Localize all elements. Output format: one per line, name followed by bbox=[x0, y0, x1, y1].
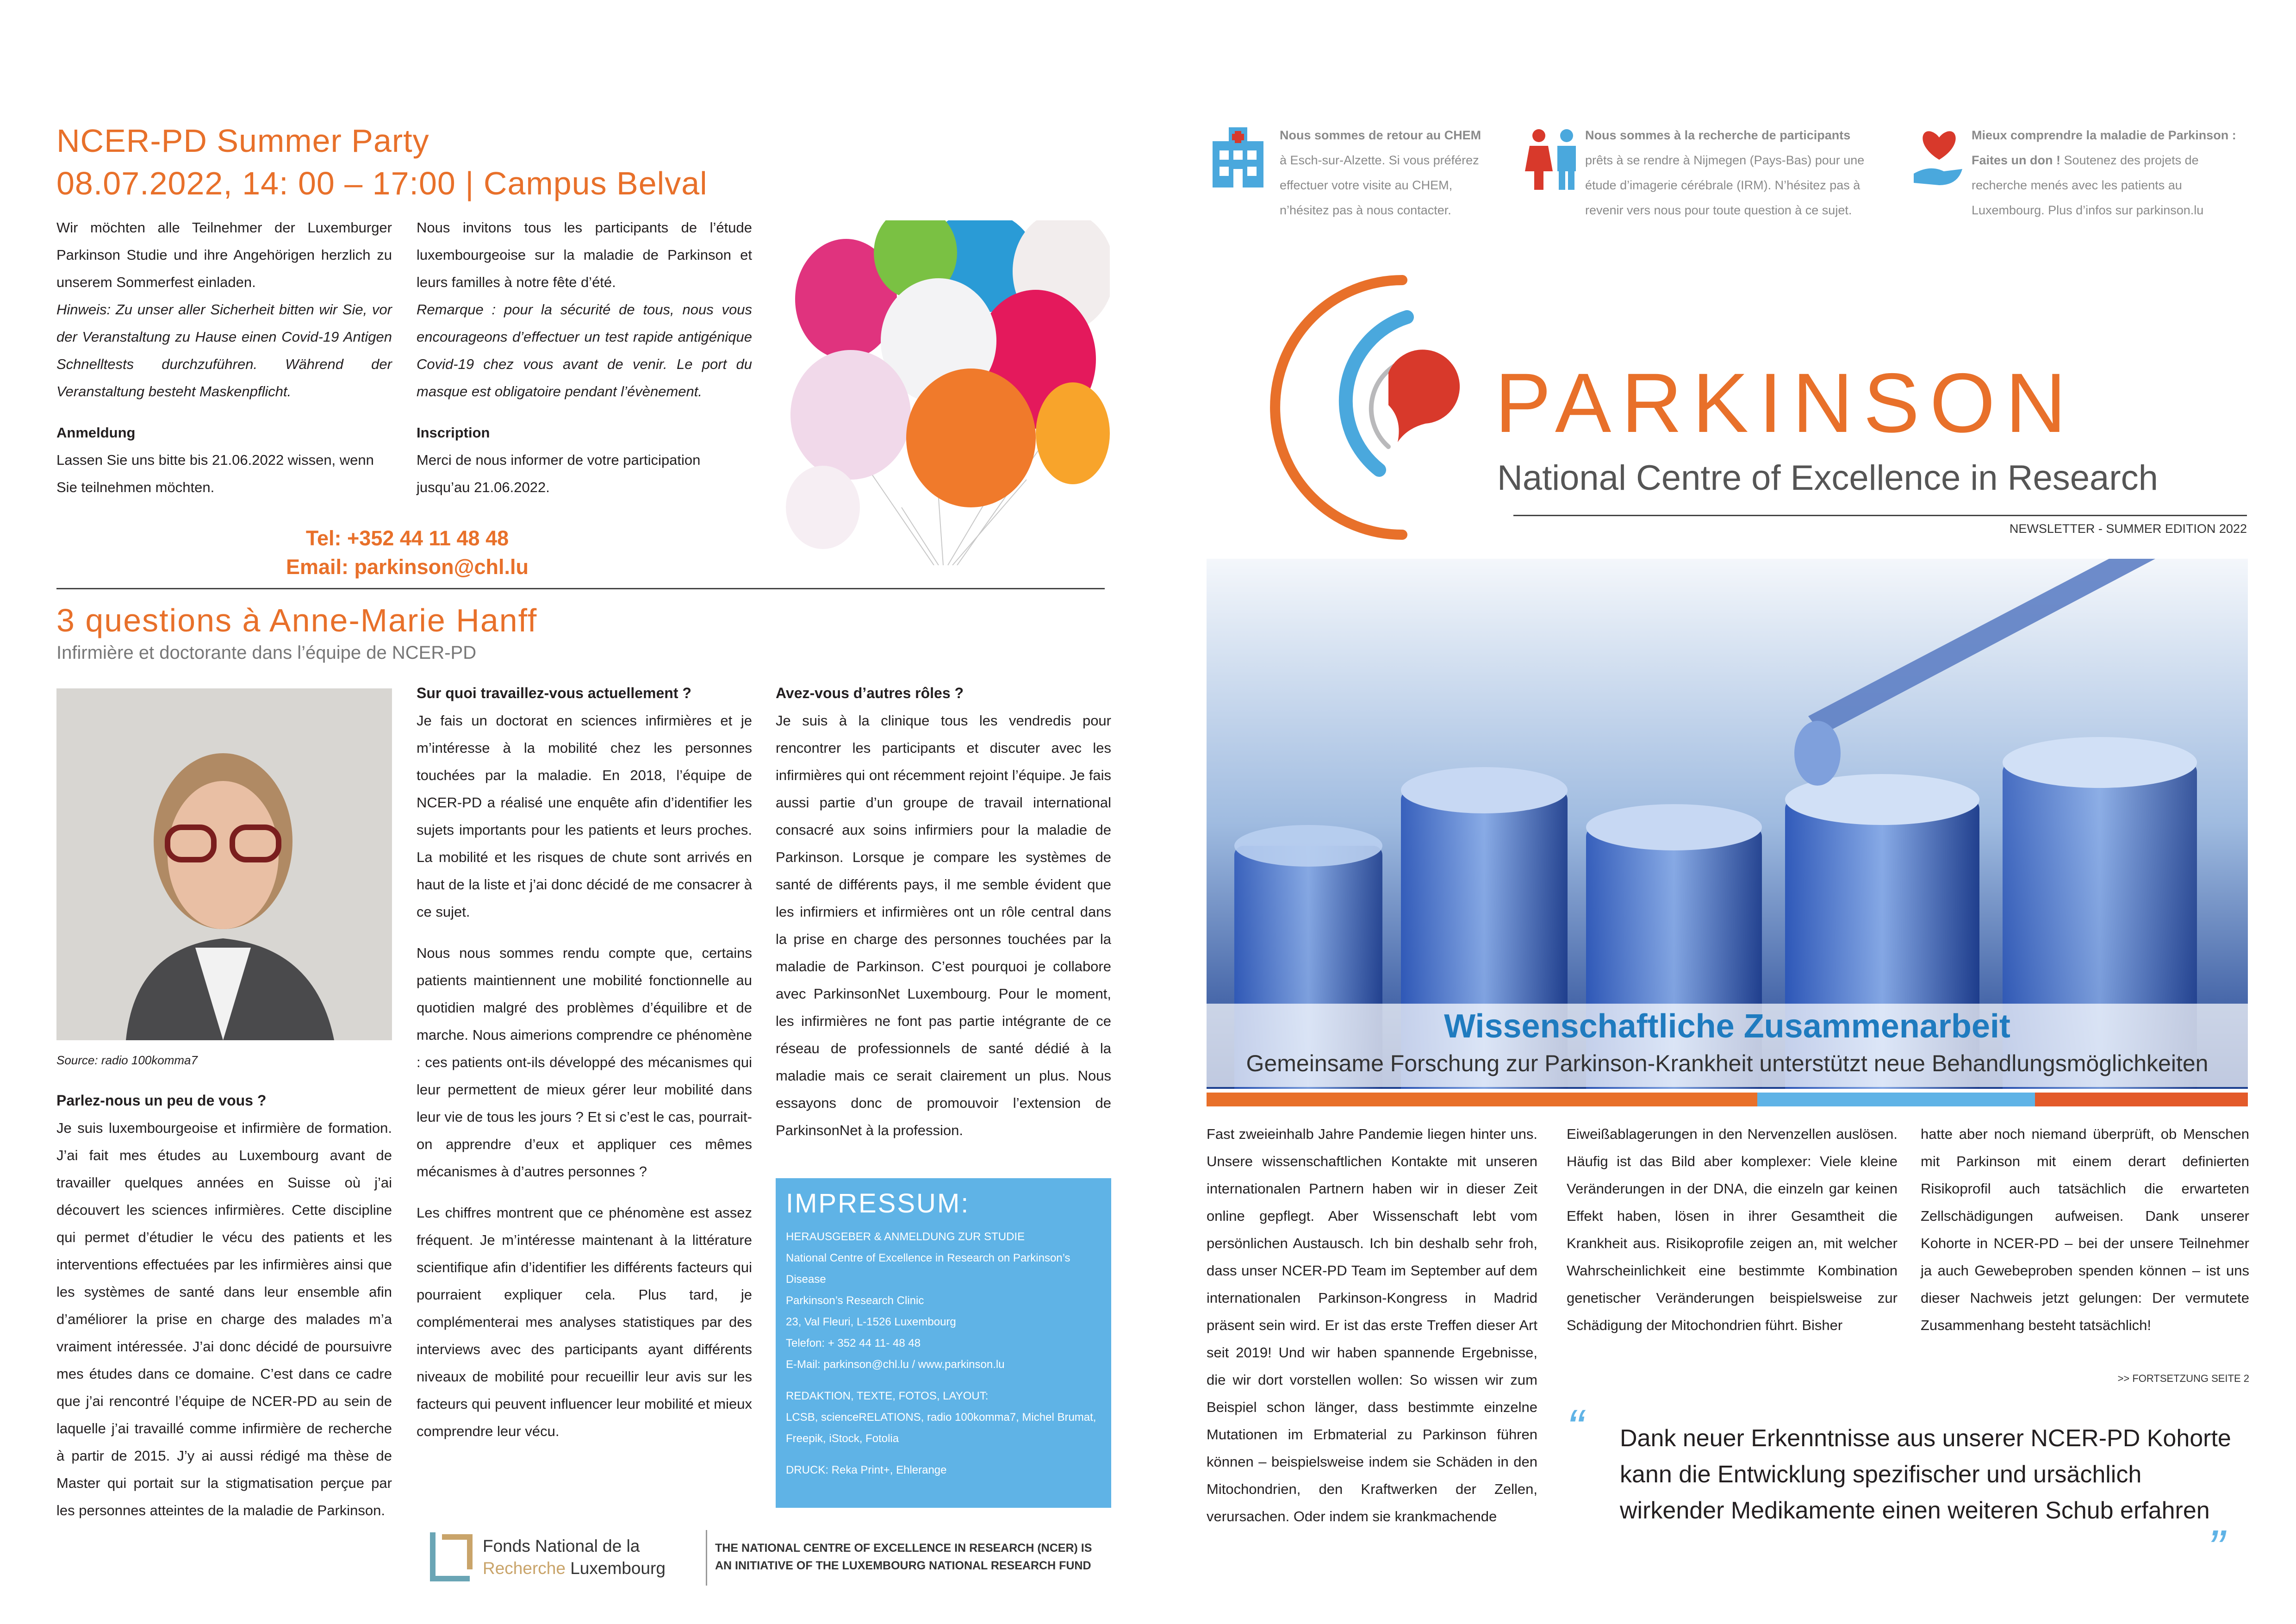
info-box-participants: Nous sommes à la recherche de participants prêts à se rendre à Nijmegen (Pays-Bas) pour une étude d’imagerie cérébrale (IRM). N’hésitez pas à revenir vers nous pour toute question à ce sujet. bbox=[1523, 123, 1893, 229]
impressum-contact[interactable]: E-Mail: parkinson@chl.lu / www.parkinson.lu bbox=[786, 1358, 1005, 1371]
heart-hand-icon bbox=[1911, 127, 1967, 192]
section-divider bbox=[56, 588, 1105, 589]
impressum-box: IMPRESSUM: HERAUSGEBER & ANMELDUNG ZUR STUDIE National Centre of Excellence in Research on Parkinson’s Disease Parkinson’s Research Clinic 23, Val Fleuri, L-1526 Luxembourg Telefon: + 352 44 11- 48 48 E-Mail: parkinson@chl.lu / www.parkinson.lu REDAKTION, TEXTE, FOTOS, LAYOUT: LCSB, scienceRELATIONS, radio 100komma7, Michel Brumat, Freepik, iStock, Fotolia DRUCK: Reka Print+, Ehlerange bbox=[776, 1178, 1111, 1508]
parkinson-logo bbox=[1250, 266, 1509, 544]
brand-name: PARKINSON bbox=[1495, 356, 2077, 450]
people-icon bbox=[1523, 127, 1583, 192]
interview-column-3: Avez-vous d’autres rôles ? Je suis à la clinique tous les vendredis pour rencontrer les participants et discuter avec les infirmières qui ont récemment rejoint l’équipe. Je fais aussi partie d’un groupe de travail international consacré aux soins infirmiers pour la maladie de Parkinson. Lorsque je compare les systèmes de santé de différents pays, il me semble évident que les infirmiers et infirmières ont un rôle central dans la prise en charge des personnes touchées par la maladie de Parkinson. C’est pourquoi je collabore avec ParkinsonNet Luxembourg. Pour le moment, les infirmières ne font pas partie intégrante de ce réseau de professionnels de santé dédié à la maladie mais ce serait clairement un plus. Nous essayons donc de promouvoir l’extension de ParkinsonNet à la profession. bbox=[776, 685, 1111, 1138]
edition-label: NEWSLETTER - SUMMER EDITION 2022 bbox=[2009, 522, 2247, 536]
summer-party-german: Wir möchten alle Teilnehmer der Luxemburger Parkinson Studie und ihre Angehörigen herzlich zu unserem Sommerfest einladen. Hinweis: Zu unser aller Sicherheit bitten wir Sie, vor der Veranstaltung zu Hause einen Covid-19 Antigen Schnelltests durchzuführen. Während der Veranstaltung besteht Maskenpflicht. Anmeldung Lassen Sie uns bitte bis 21.06.2022 wissen, wenn Sie teilnehmen möchten. bbox=[56, 219, 392, 495]
info-box-chem: Nous sommes de retour au CHEM à Esch-sur-Alzette. Si vous préférez effectuer votre visite au CHEM, n’hésitez pas à nous contacter. bbox=[1203, 123, 1500, 229]
parkinson-logo-mark bbox=[1250, 266, 1509, 544]
feature-column-3: hatte aber noch niemand überprüft, ob Menschen mit Parkinson mit einem derart definierten Risikoprofil auch tatsächlich die erwarteten Zellschädigungen aufweisen. Dank unserer Kohorte in NCER-PD – bei der unsere Teilnehmer ja auch Gewebeproben spenden können – ist uns dieser Nachweis jetzt gelungen: Der vermutete Zusammenhang besteht tatsächlich! bbox=[1921, 1126, 2249, 1333]
masthead-rule bbox=[1513, 515, 2247, 516]
brand-tagline: National Centre of Excellence in Research bbox=[1497, 458, 2158, 498]
donate-link[interactable]: Faites un don ! bbox=[1972, 153, 2060, 167]
feature-color-bar-blue bbox=[1757, 1093, 2035, 1106]
quote-close-mark: ” bbox=[2208, 1520, 2225, 1577]
feature-color-bar-red bbox=[2035, 1093, 2248, 1106]
fnr-logo-icon bbox=[428, 1532, 474, 1583]
summer-party-french: Nous invitons tous les participants de l’étude luxembourgeoise sur la maladie de Parkinson et leurs familles à notre fête d’été. Remarque : pour la sécurité de tous, nous vous encourageons d’effectuer un test rapide antigénique Covid-19 chez vous avant de venir. Le port du masque est obligatoire pendant l’évènement. Inscription Merci de nous informer de votre participation jusqu’au 21.06.2022. bbox=[417, 219, 752, 495]
fnr-logo: Fonds National de la Recherche Luxembourg bbox=[428, 1532, 706, 1583]
hospital-icon bbox=[1203, 127, 1273, 192]
summer-party-title: NCER-PD Summer Party 08.07.2022, 14: 00 – 17:00 | Campus Belval bbox=[56, 123, 708, 201]
footer-divider bbox=[706, 1530, 707, 1586]
pull-quote: Dank neuer Erkenntnisse aus unserer NCER-PD Kohorte kann die Entwicklung spezifischer und ursächlich wirkender Medikamente einen weiteren Schub erfahren bbox=[1620, 1425, 2231, 1524]
feature-subtitle: Gemeinsame Forschung zur Parkinson-Krankheit unterstützt neue Behandlungsmöglichkeiten bbox=[1246, 1050, 2209, 1076]
tel-link[interactable]: Tel: +352 44 11 48 48 bbox=[305, 526, 509, 550]
quote-open-mark: “ bbox=[1567, 1399, 1584, 1456]
feature-column-1: Fast zweieinhalb Jahre Pandemie liegen hinter uns. Unsere wissenschaftlichen Kontakte mit unseren internationalen Partnern haben wir in dieser Zeit online gepflegt. Aber Wissenschaft lebt vom persönlichen Austausch. Ich bin deshalb sehr froh, dass unser NCER-PD Team im September auf dem internationalen Parkinson-Kongress in Madrid präsent sein wird. Er ist das erste Treffen dieser Art seit 2019! Und wir haben spannende Ergebnisse, die wir dort vorstellen wollen: So wissen wir zum Beispiel schon länger, dass bestimmte einzelne Mutationen im Erbmaterial zu Parkinson führen können – beispielsweise indem sie Schäden in den Mitochondrien, den Kraftwerken der Zellen, verursachen. Oder indem sie krankmachende bbox=[1207, 1126, 1537, 1524]
feature-column-2: Eiweißablagerungen in den Nervenzellen auslösen. Häufig ist das Bild aber komplexer: Viele kleine Veränderungen in der DNA, die einzeln gar keinen Effekt haben, lösen in ihrer Gesamtheit die Krankheit aus. Risikoprofile zeigen an, mit welcher Wahrscheinlichkeit eine bestimmte Kombination genetischer Veränderungen beispielsweise zur Schädigung der Mitochondrien führt. Bisher bbox=[1567, 1126, 1898, 1333]
email-link[interactable]: Email: parkinson@chl.lu bbox=[286, 555, 529, 579]
info-link[interactable]: Luxembourg. Plus d’infos sur parkinson.lu bbox=[1972, 203, 2204, 217]
info-box-donate: Mieux comprendre la maladie de Parkinson : Faites un don ! Soutenez des projets de recherche menés avec les patients au Luxembourg. Plus d’infos sur parkinson.lu bbox=[1911, 123, 2263, 229]
balloons-image bbox=[786, 220, 1110, 565]
photo-caption: Source: radio 100komma7 bbox=[56, 1053, 198, 1067]
ncer-statement: THE NATIONAL CENTRE OF EXCELLENCE IN RESEARCH (NCER) IS AN INITIATIVE OF THE LUXEMBOURG NATIONAL RESEARCH FUND bbox=[715, 1542, 1092, 1572]
continued-link[interactable]: >> FORTSETZUNG SEITE 2 bbox=[2117, 1373, 2249, 1384]
interview-subtitle: Infirmière et doctorante dans l’équipe de NCER-PD bbox=[56, 643, 477, 663]
portrait-illustration bbox=[56, 688, 392, 1040]
feature-color-bar-orange bbox=[1207, 1093, 1757, 1106]
impressum-title: IMPRESSUM: bbox=[786, 1188, 970, 1218]
summer-party-contact bbox=[185, 524, 629, 581]
feature-title: Wissenschaftliche Zusammenarbeit bbox=[1444, 1008, 2010, 1045]
balloons-illustration bbox=[786, 220, 1110, 565]
interview-column-2: Sur quoi travaillez-vous actuellement ? Je fais un doctorat en sciences infirmières et je m’intéresse à la mobilité chez les personnes touchées par la maladie. En 2018, l’équipe de NCER-PD a réalisé une enquête afin d’identifier les sujets importants pour les patients et leurs proches. La mobilité et les risques de chute sont arrivés en haut de la liste et j’ai donc décidé de me consacrer à ce sujet. Nous nous sommes rendu compte que, certains patients maintiennent une mobilité fonctionnelle au quotidien malgré des problèmes d’équilibre et de marche. Nous aimerions comprendre ce phénomène : ces patients ont-ils développé des mécanismes qui leur permettent de mieux gérer leur mobilité dans leur vie de tous les jours ? Et si c’est le cas, pourrait-on apprendre d’eux et appliquer ces mêmes mécanismes à d’autres personnes ? Les chiffres montrent que ce phénomène est assez fréquent. Je m’intéresse maintenant à la littérature scientifique afin d’identifier les différents facteurs qui pourraient expliquer cela. Plus tard, je complémenterai mes analyses statistiques par des interviews avec des participants ayant différents niveaux de mobilité pour recueillir leur avis sur les facteurs qui peuvent influencer leur mobilité et mieux comprendre leur vécu. bbox=[417, 685, 752, 1439]
portrait-photo bbox=[56, 688, 392, 1040]
interview-title: 3 questions à Anne-Marie Hanff bbox=[56, 602, 538, 638]
interview-column-1: Parlez-nous un peu de vous ? Je suis luxembourgeoise et infirmière de formation. J’ai fait mes études au Luxembourg avant de travailler quelques années en Suisse où j’ai découvert les sciences infirmières. Cette discipline qui permet d’étudier le vécu des patients et les interventions effectuées par les infirmières ainsi que les systèmes de santé dans leur ensemble afin d’améliorer la prise en charge des malades m’a vraiment intéressée. J’ai donc décidé de poursuivre mes études dans ce domaine. C’est dans ce cadre que j’ai rencontré l’équipe de NCER-PD au sein de laquelle j’ai travaillé comme infirmière de recherche à partir de 2015. J’y ai aussi rédigé ma thèse de Master qui portait sur la stigmatisation perçue par les personnes atteintes de la maladie de Parkinson. bbox=[56, 1092, 392, 1518]
